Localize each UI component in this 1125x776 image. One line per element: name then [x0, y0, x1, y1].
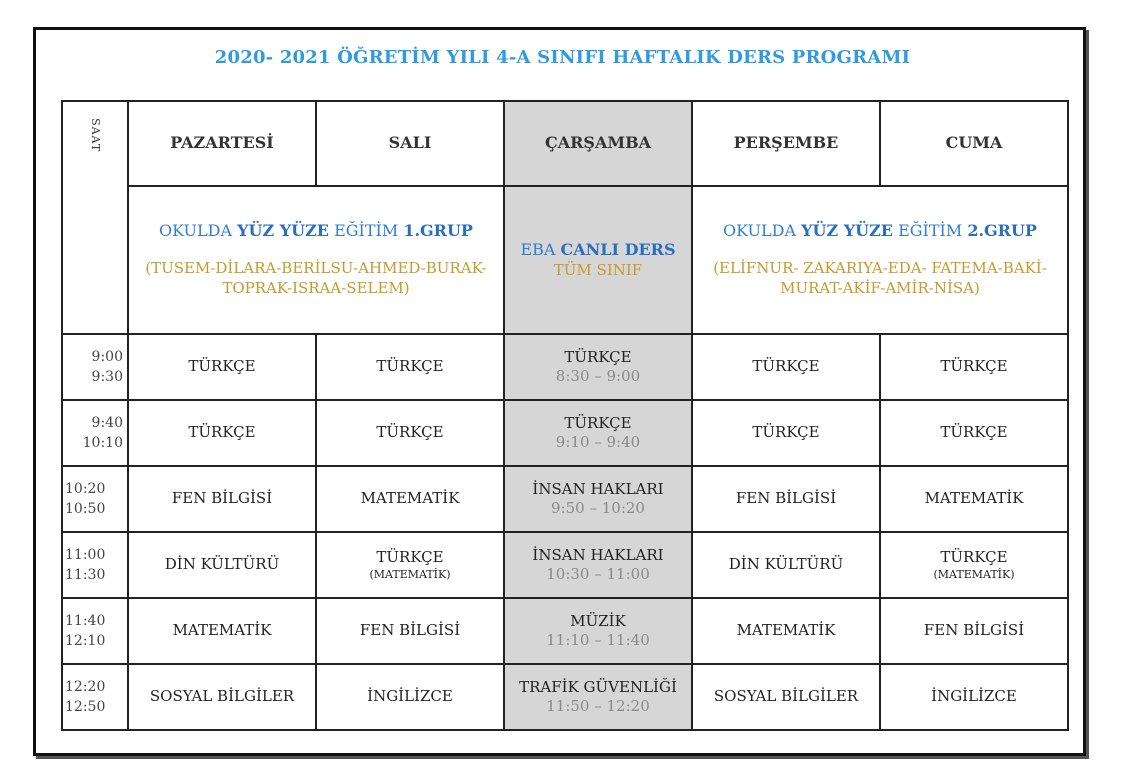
lesson-tuesday	[316, 664, 504, 730]
time-cell	[62, 664, 128, 730]
time-end: 10:10	[82, 435, 123, 451]
lesson-friday	[880, 532, 1068, 598]
lesson-wednesday	[504, 466, 692, 532]
day-header-monday: PAZARTESİ	[128, 101, 316, 186]
table-row	[62, 532, 1068, 598]
lesson-wednesday-name: TRAFİK GÜVENLİĞİ	[519, 677, 677, 696]
lesson-friday-sub: (MATEMATİK)	[933, 567, 1015, 581]
lesson-friday	[880, 334, 1068, 400]
time-start: 10:20	[65, 480, 106, 497]
group2-mid: EĞİTİM	[892, 221, 968, 241]
lesson-wednesday-name: TÜRKÇE	[564, 413, 632, 432]
group1-title	[129, 221, 503, 242]
time-end: 12:50	[65, 699, 106, 715]
group2-group: 2.GRUP	[967, 221, 1037, 241]
lesson-tuesday-name: FEN BİLGİSİ	[359, 621, 461, 640]
day-header-tuesday: SALI	[316, 101, 504, 186]
day-header-thursday: PERŞEMBE	[692, 101, 880, 186]
day-header-wednesday: ÇARŞAMBA	[504, 101, 692, 186]
lesson-thursday: TÜRKÇE	[692, 400, 880, 466]
lesson-wednesday-time: 10:30 – 11:00	[546, 565, 650, 583]
lesson-friday	[880, 466, 1068, 532]
lesson-thursday: SOSYAL BİLGİLER	[692, 664, 880, 730]
group1-bold: YÜZ YÜZE	[237, 221, 329, 241]
lesson-tuesday	[316, 532, 504, 598]
lesson-friday-name: TÜRKÇE	[940, 423, 1008, 442]
schedule-table	[61, 100, 1069, 731]
group2-names-line2: MURAT-AKİF-AMİR-NİSA)	[780, 279, 980, 298]
table-row	[62, 598, 1068, 664]
lesson-wednesday-time: 9:50 – 10:20	[551, 499, 645, 517]
lesson-thursday: DİN KÜLTÜRÜ	[692, 532, 880, 598]
group1-names-line1: (TUSEM-DİLARA-BERİLSU-AHMED-BURAK-	[145, 259, 487, 278]
lesson-tuesday-sub: (MATEMATİK)	[369, 567, 451, 581]
lesson-wednesday-time: 11:50 – 12:20	[546, 697, 650, 715]
lesson-tuesday-name: TÜRKÇE	[376, 548, 444, 567]
lesson-wednesday	[504, 598, 692, 664]
time-end: 10:50	[65, 501, 106, 517]
table-row	[62, 664, 1068, 730]
group1-mid: EĞİTİM	[328, 221, 404, 241]
lesson-wednesday-time: 11:10 – 11:40	[546, 631, 650, 649]
lesson-monday: SOSYAL BİLGİLER	[128, 664, 316, 730]
lesson-friday-name: FEN BİLGİSİ	[923, 621, 1025, 640]
time-end: 9:30	[91, 369, 123, 385]
time-end: 12:10	[65, 633, 106, 649]
time-cell	[62, 466, 128, 532]
eba-cell	[504, 186, 692, 334]
lesson-monday: TÜRKÇE	[128, 400, 316, 466]
lesson-thursday: MATEMATİK	[692, 598, 880, 664]
table-row	[62, 466, 1068, 532]
time-cell	[62, 400, 128, 466]
lesson-wednesday-name: TÜRKÇE	[564, 347, 632, 366]
saat-header-cell	[62, 101, 128, 334]
group2-names	[693, 258, 1067, 299]
lesson-wednesday	[504, 334, 692, 400]
lesson-wednesday-name: MÜZİK	[570, 611, 626, 630]
time-cell	[62, 532, 128, 598]
lesson-wednesday	[504, 532, 692, 598]
page-title: 2020- 2021 ÖĞRETİM YILI 4-A SINIFI HAFTALIK DERS PROGRAMI	[214, 47, 911, 68]
group2-bold: YÜZ YÜZE	[801, 221, 893, 241]
lesson-friday	[880, 598, 1068, 664]
lesson-monday: MATEMATİK	[128, 598, 316, 664]
lesson-tuesday	[316, 466, 504, 532]
group2-title	[693, 221, 1067, 242]
lesson-monday: TÜRKÇE	[128, 334, 316, 400]
time-cell	[62, 334, 128, 400]
time-cell	[62, 598, 128, 664]
saat-label: SAAT	[89, 118, 103, 153]
lesson-tuesday-name: TÜRKÇE	[376, 357, 444, 376]
time-end: 11:30	[65, 567, 106, 583]
lesson-tuesday-name: İNGİLİZCE	[367, 687, 453, 706]
lesson-friday-name: TÜRKÇE	[940, 548, 1008, 567]
time-start: 9:00	[91, 348, 123, 365]
lesson-wednesday	[504, 400, 692, 466]
lesson-tuesday-name: TÜRKÇE	[376, 423, 444, 442]
lesson-wednesday	[504, 664, 692, 730]
lesson-thursday: TÜRKÇE	[692, 334, 880, 400]
lesson-wednesday-time: 8:30 – 9:00	[555, 367, 641, 385]
time-start: 9:40	[91, 414, 123, 431]
group1-group: 1.GRUP	[403, 221, 473, 241]
lesson-friday-name: MATEMATİK	[924, 489, 1024, 508]
eba-title	[505, 240, 691, 261]
lesson-tuesday	[316, 334, 504, 400]
table-row	[62, 400, 1068, 466]
lesson-friday	[880, 400, 1068, 466]
group1-cell	[128, 186, 504, 334]
eba-line2: TÜM SINIF	[553, 260, 643, 279]
lesson-monday: FEN BİLGİSİ	[128, 466, 316, 532]
time-start: 12:20	[65, 678, 106, 695]
lesson-wednesday-name: İNSAN HAKLARI	[532, 479, 664, 498]
lesson-tuesday-name: MATEMATİK	[360, 489, 460, 508]
time-start: 11:40	[65, 612, 106, 629]
lesson-wednesday-time: 9:10 – 9:40	[555, 433, 641, 451]
lesson-tuesday	[316, 400, 504, 466]
lesson-friday	[880, 664, 1068, 730]
group1-names	[129, 258, 503, 299]
lesson-friday-name: İNGİLİZCE	[931, 687, 1017, 706]
group2-names-line1: (ELİFNUR- ZAKARIYA-EDA- FATEMA-BAKİ-	[713, 259, 1047, 278]
eba-prefix: EBA	[520, 239, 561, 259]
lesson-tuesday	[316, 598, 504, 664]
table-row	[62, 334, 1068, 400]
group1-names-line2: TOPRAK-ISRAA-SELEM)	[222, 279, 410, 298]
header-row	[62, 101, 1068, 186]
time-start: 11:00	[65, 546, 106, 563]
group-row	[62, 186, 1068, 334]
lesson-wednesday-name: İNSAN HAKLARI	[532, 545, 664, 564]
day-header-friday: CUMA	[880, 101, 1068, 186]
group2-cell	[692, 186, 1068, 334]
group1-prefix: OKULDA	[159, 221, 238, 241]
lesson-friday-name: TÜRKÇE	[940, 357, 1008, 376]
group2-prefix: OKULDA	[723, 221, 802, 241]
lesson-monday: DİN KÜLTÜRÜ	[128, 532, 316, 598]
eba-bold: CANLI DERS	[560, 239, 676, 259]
lesson-thursday: FEN BİLGİSİ	[692, 466, 880, 532]
